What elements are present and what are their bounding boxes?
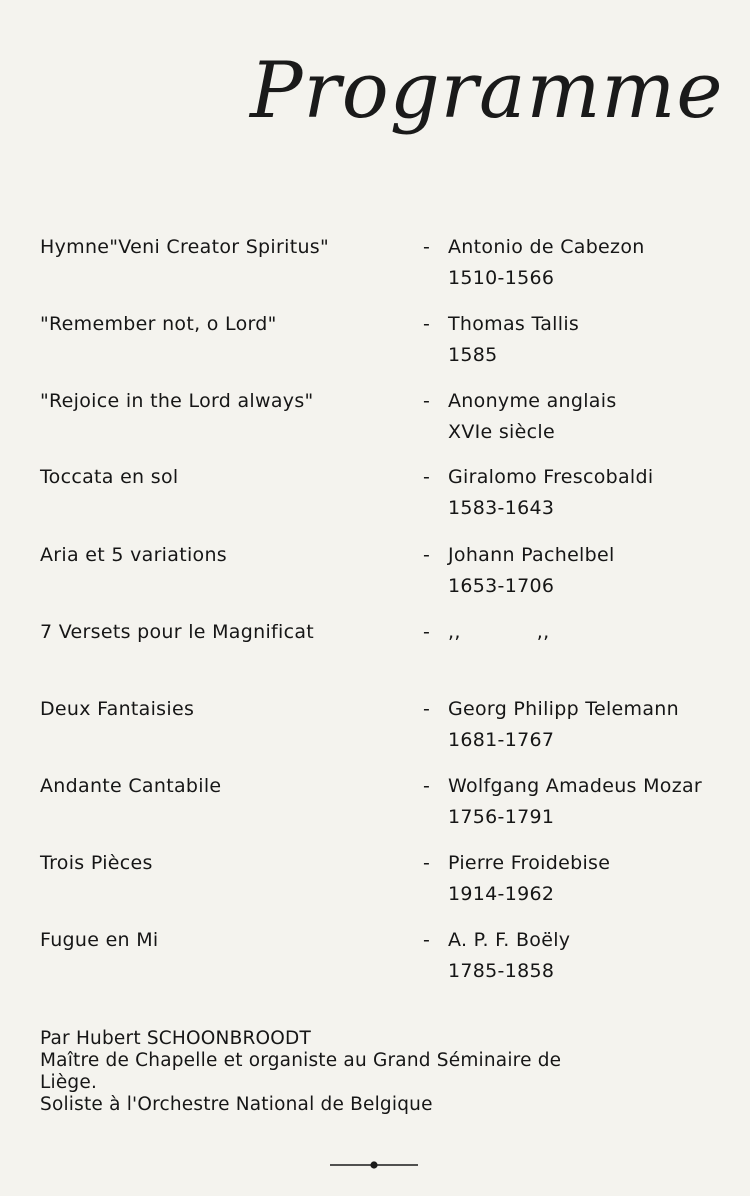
piece-title: "Remember not, o Lord" — [40, 313, 277, 335]
composer-name: Thomas Tallis — [448, 313, 580, 335]
composer-name: Georg Philipp Telemann — [448, 698, 679, 720]
composer-name: Pierre Froidebise — [448, 852, 611, 874]
piece-title: Andante Cantabile — [40, 775, 222, 797]
composer-dates: 1785-1858 — [448, 960, 555, 982]
composer-dates: 1681-1767 — [448, 729, 555, 751]
composer-dates: 1653-1706 — [448, 575, 555, 597]
composer-name: Wolfgang Amadeus Mozar — [448, 775, 703, 797]
piece-title: Trois Pièces — [40, 852, 153, 874]
separator-dash: - — [423, 544, 431, 566]
piece-title: 7 Versets pour le Magnificat — [40, 621, 315, 643]
separator-dash: - — [423, 466, 431, 488]
piece-title: Hymne"Veni Creator Spiritus" — [40, 236, 330, 258]
separator-dash: - — [423, 698, 431, 720]
page-title: Programme — [250, 46, 724, 136]
separator-dash: - — [423, 929, 431, 951]
piece-title: "Rejoice in the Lord always" — [40, 390, 314, 412]
performer-soloist: Soliste à l'Orchestre National de Belgique — [40, 1094, 433, 1115]
piece-title: Toccata en sol — [40, 466, 179, 488]
separator-dash: - — [423, 775, 431, 797]
composer-dates: 1585 — [448, 344, 498, 366]
composer-dates: 1914-1962 — [448, 883, 555, 905]
ditto-marks: ,, ,, — [448, 621, 550, 643]
performer-credits — [40, 1028, 561, 1116]
composer-dates: 1510-1566 — [448, 267, 555, 289]
separator-dash: - — [423, 236, 431, 258]
composer-name: Anonyme anglais — [448, 390, 617, 412]
separator-dash: - — [423, 390, 431, 412]
separator-dash: - — [423, 621, 431, 643]
composer-name: Giralomo Frescobaldi — [448, 466, 654, 488]
composer-name: Johann Pachelbel — [448, 544, 615, 566]
composer-dates: 1583-1643 — [448, 497, 555, 519]
ornament-divider — [330, 1160, 418, 1170]
performer-name: Par Hubert SCHOONBROODT — [40, 1028, 311, 1049]
piece-title: Fugue en Mi — [40, 929, 159, 951]
composer-name: Antonio de Cabezon — [448, 236, 645, 258]
piece-title: Aria et 5 variations — [40, 544, 227, 566]
performer-role: Maître de Chapelle et organiste au Grand Séminaire de — [40, 1050, 562, 1071]
composer-dates: XVIe siècle — [448, 421, 555, 443]
separator-dash: - — [423, 852, 431, 874]
separator-dash: - — [423, 313, 431, 335]
composer-dates: 1756-1791 — [448, 806, 555, 828]
piece-title: Deux Fantaisies — [40, 698, 195, 720]
composer-name: A. P. F. Boëly — [448, 929, 571, 951]
performer-role-cont: Liège. — [40, 1072, 98, 1093]
